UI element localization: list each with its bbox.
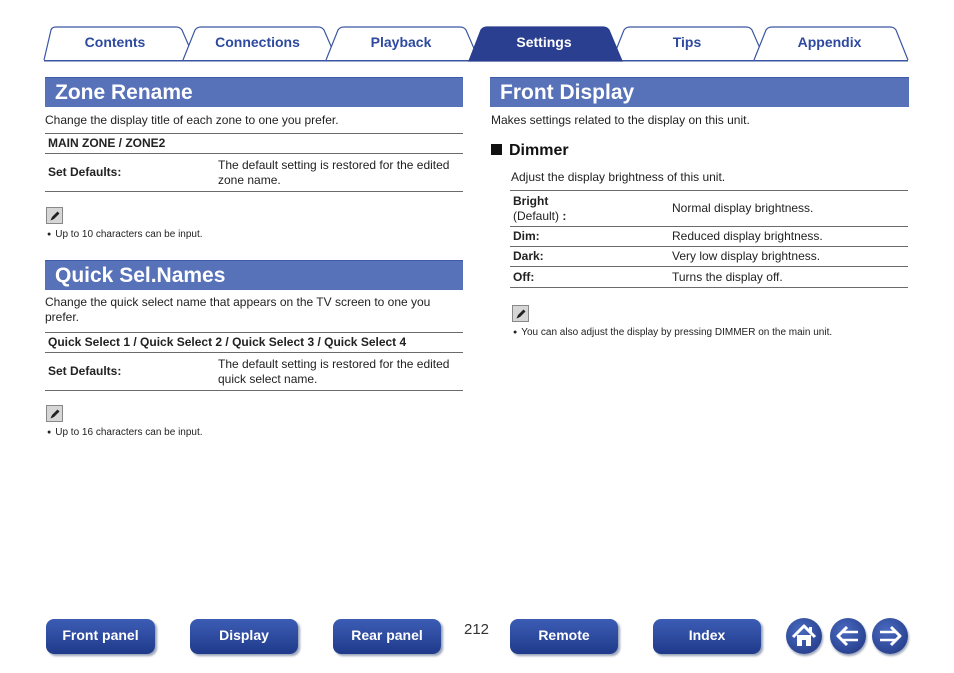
quick-sel-description (45, 295, 463, 325)
bullet: ● (47, 429, 52, 436)
quick-sel-table-header: Quick Select 1 / Quick Select 2 / Quick Select 3 / Quick Select 4 (48, 335, 407, 349)
quick-set-defaults-value (215, 353, 463, 391)
zone-rename-note (47, 228, 203, 241)
top-tab-bar (0, 0, 954, 64)
dimmer-description: Adjust the display brightness of this unit. (511, 170, 726, 184)
quick-sel-note-text: Up to 16 characters can be input. (55, 427, 203, 438)
zone-set-defaults-line-1: The default setting is restored for the edited (218, 157, 450, 172)
front-panel-button[interactable]: Front panel (46, 619, 155, 654)
dimmer-off-value: Turns the display off. (672, 269, 783, 284)
tab-shapes (0, 0, 954, 64)
forward-button[interactable] (872, 618, 908, 654)
tab-connections[interactable]: Connections (215, 34, 300, 50)
bullet: ● (513, 329, 518, 336)
home-button[interactable] (786, 618, 822, 654)
quick-set-defaults-line-2: quick select name. (218, 371, 318, 386)
front-display-note (513, 326, 832, 339)
pencil-note-icon (46, 405, 63, 422)
arrow-right-icon (872, 618, 908, 654)
front-display-heading: Front Display (490, 77, 909, 107)
pencil-note-icon (46, 207, 63, 224)
zone-rename-description: Change the display title of each zone to one you prefer. (45, 113, 339, 127)
default-colon: : (562, 208, 567, 223)
bright-label: Bright (513, 193, 549, 208)
tab-appendix[interactable]: Appendix (797, 34, 862, 50)
quick-set-defaults-label: Set Defaults: (48, 364, 122, 378)
arrow-left-icon (830, 618, 866, 654)
zone-rename-heading: Zone Rename (45, 77, 463, 107)
pencil-note-icon (512, 305, 529, 322)
tab-playback[interactable]: Playback (370, 34, 432, 50)
dimmer-bright-value: Normal display brightness. (672, 201, 814, 215)
tab-settings[interactable]: Settings (516, 34, 572, 50)
back-button[interactable] (830, 618, 866, 654)
home-icon (786, 618, 822, 654)
tab-contents[interactable]: Contents (84, 34, 146, 50)
zone-rename-table-header: MAIN ZONE / ZONE2 (48, 136, 166, 150)
dimmer-table (510, 190, 908, 288)
quick-sel-note (47, 426, 203, 439)
dimmer-heading (491, 142, 569, 160)
zone-rename-table (45, 133, 463, 192)
zone-set-defaults-label: Set Defaults: (48, 165, 122, 179)
quick-sel-names-heading: Quick Sel.Names (45, 260, 463, 290)
remote-button[interactable]: Remote (510, 619, 618, 654)
front-display-note-text: You can also adjust the display by pressing DIMMER on the main unit. (521, 327, 833, 338)
zone-set-defaults-line-2: zone name. (218, 172, 281, 187)
display-button[interactable]: Display (190, 619, 298, 654)
quick-sel-table (45, 332, 463, 391)
default-label: (Default) (513, 208, 560, 223)
bullet: ● (47, 231, 52, 238)
dimmer-dim-value: Reduced display brightness. (672, 229, 823, 243)
page-number: 212 (464, 621, 490, 638)
rear-panel-button[interactable]: Rear panel (333, 619, 441, 654)
front-display-description: Makes settings related to the display on this unit. (491, 113, 750, 127)
zone-set-defaults-value (215, 154, 463, 192)
quick-sel-description-line-1: Change the quick select name that appears on the TV screen to one you (45, 295, 431, 309)
tab-tips[interactable]: Tips (672, 34, 702, 50)
dimmer-bright-label (510, 191, 669, 227)
index-button[interactable]: Index (653, 619, 761, 654)
quick-set-defaults-line-1: The default setting is restored for the edited (218, 356, 450, 371)
dimmer-dim-label: Dim: (513, 229, 540, 243)
dimmer-dark-label: Dark: (513, 249, 544, 263)
dimmer-heading-text: Dimmer (509, 142, 569, 159)
quick-sel-description-line-2: prefer. (45, 310, 80, 324)
zone-rename-note-text: Up to 10 characters can be input. (55, 229, 203, 240)
dimmer-off-label: Off: (513, 269, 535, 284)
dimmer-dark-value: Very low display brightness. (672, 249, 821, 263)
square-bullet-icon (491, 144, 502, 155)
